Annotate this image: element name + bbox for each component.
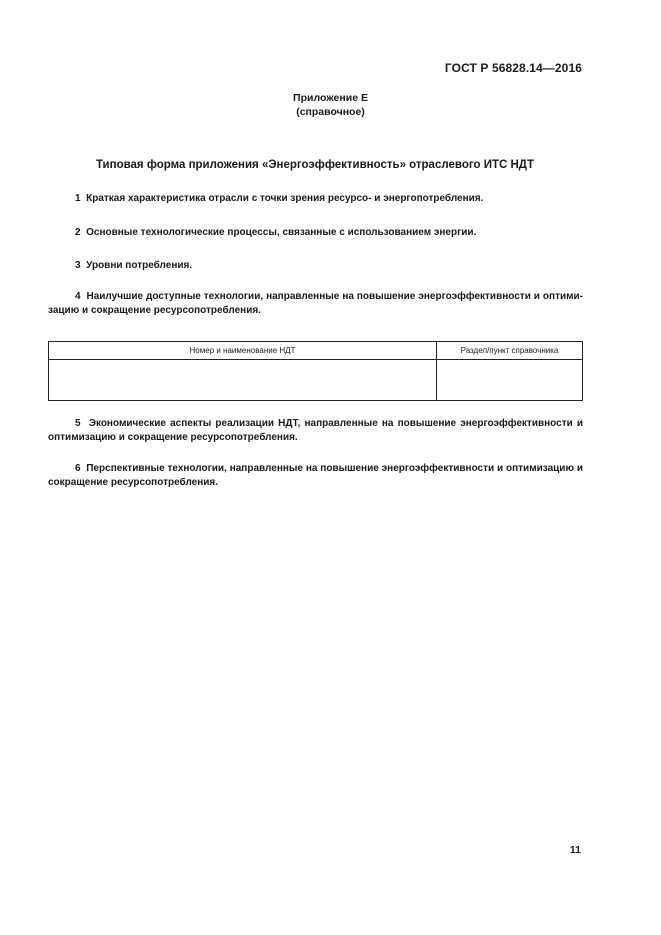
section-4 — [48, 290, 583, 317]
standard-code: ГОСТ Р 56828.14—2016 — [444, 61, 582, 75]
page-number: 11 — [569, 844, 581, 856]
table-header-row — [49, 342, 583, 360]
section-3 — [48, 259, 583, 273]
section-number: 2 — [75, 227, 81, 238]
column-header-ndt: Номер и наименование НДТ — [49, 342, 437, 360]
table-cell — [437, 360, 583, 401]
appendix-heading — [0, 91, 661, 119]
table-row — [49, 360, 583, 401]
appendix-type: (справочное) — [296, 106, 365, 118]
section-text: Наилучшие доступные технологии, направленные на повышение энергоэффективности и оптимизацию и сокращение ресурсопотребления. — [48, 291, 584, 316]
section-number: 6 — [75, 463, 81, 474]
section-text: Экономические аспекты реализации НДТ, направленные на повышение энергоэффективности и оптимизацию и сокращение ресурсопотребления. — [48, 418, 584, 443]
table-cell — [49, 360, 437, 401]
section-number: 1 — [75, 193, 81, 204]
section-text: Уровни потребления. — [86, 260, 193, 271]
section-text: Основные технологические процессы, связанные с использованием энергии. — [86, 227, 477, 238]
section-number: 5 — [75, 418, 81, 429]
section-number: 3 — [75, 260, 81, 271]
section-number: 4 — [75, 291, 81, 302]
section-2 — [48, 226, 583, 240]
column-header-section: Раздел/пункт справочника — [437, 342, 583, 360]
appendix-title: Приложение Е — [293, 92, 368, 104]
section-1 — [48, 192, 583, 206]
section-text: Краткая характеристика отрасли с точки зрения ресурсо- и энергопотребления. — [86, 193, 484, 204]
section-5 — [48, 417, 583, 444]
section-text: Перспективные технологии, направленные на повышение энергоэффективности и оптимизацию и сокращение ресурсопотребления. — [48, 463, 583, 488]
ndt-table — [48, 341, 583, 401]
section-6 — [48, 462, 583, 489]
form-title: Типовая форма приложения «Энергоэффективность» отраслевого ИТС НДТ — [95, 159, 535, 171]
